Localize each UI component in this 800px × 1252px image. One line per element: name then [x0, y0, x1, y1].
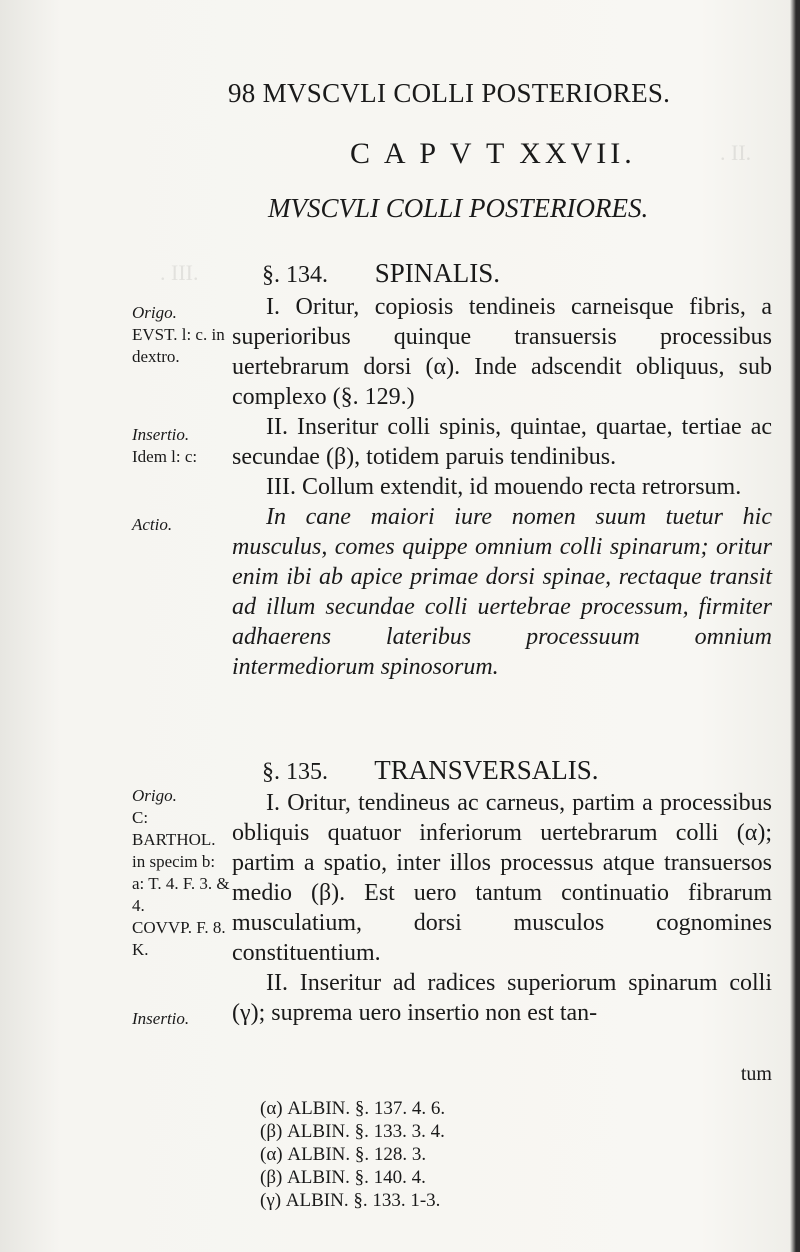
chapter-heading: C A P V T XXVII. — [350, 137, 636, 170]
italic-paragraph: In cane maiori iure nomen suum tuetur hic musculus, comes quippe omnium colli spinarum; oritur enim ibi ab apice primae dorsi spinae, rectaque transit ad illum secundae colli uertebrae processum, firmiter adhaerens lateribus processuum omnium intermediorum spinosorum. — [232, 504, 772, 680]
margin-note-insertio — [132, 424, 230, 468]
section-number: §. 135. — [262, 759, 328, 785]
catchword: tum — [740, 1063, 772, 1085]
footnote: (α) ALBIN. §. 128. 3. — [260, 1144, 427, 1165]
margin-reference: Idem l: c: — [132, 447, 198, 466]
margin-label: Insertio. — [132, 425, 190, 444]
footnote: (β) ALBIN. §. 133. 3. 4. — [260, 1121, 445, 1142]
footnote: (β) ALBIN. §. 140. 4. — [260, 1167, 426, 1188]
margin-note-actio — [132, 514, 230, 536]
section-number: §. 134. — [262, 262, 328, 288]
paragraph: I. Oritur, copiosis tendineis carneisque fibris, a superioribus quinque transuersis processibus uertebrarum dorsi (α). Inde adscendit obliquus, sub complexo (§. 129.) — [232, 294, 772, 410]
margin-note-origo — [132, 785, 230, 961]
margin-label: Origo. — [132, 303, 177, 322]
chapter-subtitle: MVSCVLI COLLI POSTERIORES. — [268, 193, 649, 223]
section-heading — [262, 755, 772, 786]
footnotes — [260, 1097, 660, 1212]
bleed-through: . II. — [720, 140, 752, 165]
margin-reference: C: BARTHOL. in specim b: a: T. 4. F. 3. & 4. — [132, 808, 230, 915]
paragraph: II. Inseritur colli spinis, quintae, quartae, tertiae ac secundae (β), totidem paruis tendinibus. — [232, 414, 772, 470]
margin-label: Insertio. — [132, 1009, 190, 1028]
section-heading — [262, 258, 772, 289]
margin-label: Origo. — [132, 786, 177, 805]
section-title: SPINALIS. — [374, 258, 501, 288]
paragraph: II. Inseritur ad radices superiorum spinarum colli (γ); suprema uero insertio non est tan- — [232, 970, 772, 1026]
running-header: 98 MVSCVLI COLLI POSTERIORES. — [228, 78, 671, 108]
section-body — [232, 292, 772, 682]
margin-note-insertio — [132, 1008, 230, 1030]
section-title: TRANSVERSALIS. — [374, 755, 599, 785]
margin-label: Actio. — [132, 515, 173, 534]
margin-reference: COVVP. F. 8. K. — [132, 918, 226, 959]
footnote: (γ) ALBIN. §. 133. 1-3. — [260, 1190, 441, 1211]
footnote: (α) ALBIN. §. 137. 4. 6. — [260, 1098, 446, 1119]
section-body — [232, 788, 772, 1028]
margin-reference: EVST. l: c. in dextro. — [132, 325, 225, 366]
bleed-through: . III. — [160, 260, 199, 285]
paragraph: III. Collum extendit, id mouendo recta retrorsum. — [266, 474, 742, 500]
paragraph: I. Oritur, tendineus ac carneus, partim a processibus obliquis quatuor inferiorum uertebrarum colli (α); partim a spatio, inter illos processus atque transuersos medio (β). Est uero tantum continuatio fibrarum musculatium, dorsi musculos cognomines constituentium. — [232, 790, 772, 966]
margin-note-origo — [132, 302, 230, 368]
